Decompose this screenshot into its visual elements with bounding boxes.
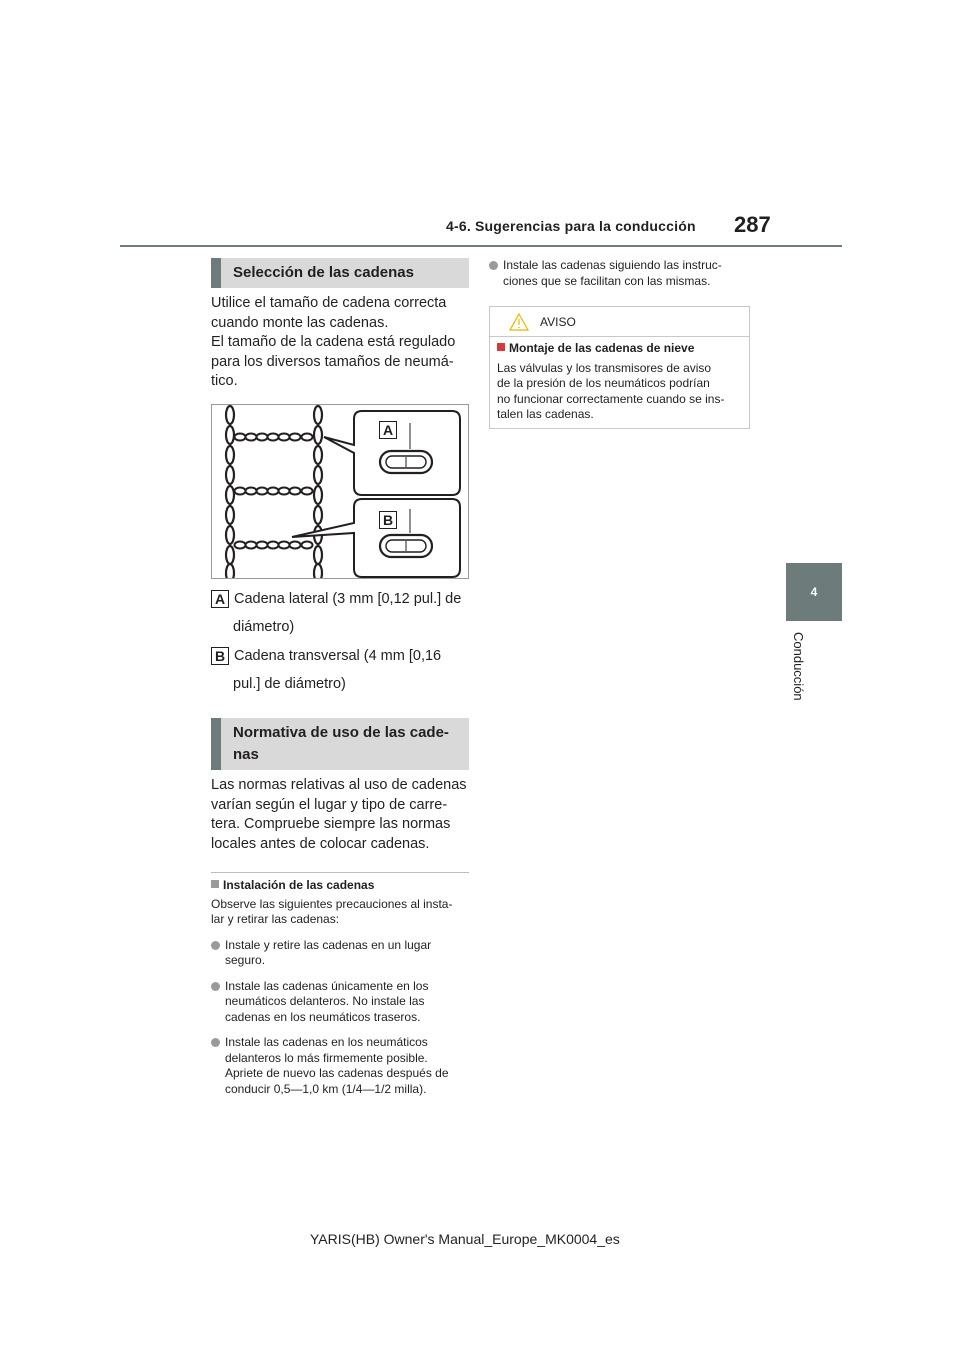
round-bullet-icon bbox=[489, 261, 498, 270]
header-rule bbox=[120, 245, 842, 247]
list-item: Instale las cadenas en los neumáticos delanteros lo más firmemente posible. Apriete de nuevo las cadenas después de conducir 0,5—1,0 km (1/4—1/2 milla). bbox=[211, 1035, 473, 1097]
text-line: Las normas relativas al uso de cadenas bbox=[211, 777, 467, 793]
text-line: locales antes de colocar cadenas. bbox=[211, 835, 430, 852]
warning-subtitle: Montaje de las cadenas de nieve bbox=[497, 341, 743, 357]
square-bullet-icon bbox=[211, 880, 219, 888]
legend-text-cont: pul.] de diámetro) bbox=[233, 675, 346, 692]
text-line: Utilice el tamaño de cadena correcta bbox=[211, 295, 447, 311]
list-item: Instale y retire las cadenas en un lugar seguro. bbox=[211, 938, 473, 969]
text-line: El tamaño de la cadena está regulado bbox=[211, 334, 456, 350]
chain-figure bbox=[211, 404, 469, 579]
figure-label-a: A bbox=[379, 421, 397, 439]
legend-item-a bbox=[211, 590, 473, 610]
text-line: tico. bbox=[211, 373, 238, 389]
list-item: Instale las cadenas siguiendo las instruc- ciones que se facilitan con las mismas. bbox=[489, 258, 754, 289]
legend-text: Cadena lateral (3 mm [0,12 pul.] de bbox=[234, 591, 462, 607]
section-heading bbox=[211, 718, 469, 770]
chain-illustration bbox=[212, 405, 468, 578]
warning-title: AVISO bbox=[540, 314, 576, 329]
legend-text: Cadena transversal (4 mm [0,16 bbox=[234, 648, 442, 664]
round-bullet-icon bbox=[211, 1038, 220, 1047]
text-line: varían según el lugar y tipo de carre- bbox=[211, 796, 448, 813]
install-intro: Observe las siguientes precauciones al insta- lar y retirar las cadenas: bbox=[211, 896, 453, 926]
section-label: 4-6. Sugerencias para la conducción bbox=[446, 218, 696, 234]
warning-box bbox=[489, 306, 750, 429]
right-bullet bbox=[489, 258, 754, 289]
legend-key: A bbox=[211, 590, 229, 608]
figure-label-b: B bbox=[379, 511, 397, 529]
legend-text-cont: diámetro) bbox=[233, 618, 295, 635]
chapter-number: 4 bbox=[810, 585, 818, 599]
round-bullet-icon bbox=[211, 982, 220, 991]
round-bullet-icon bbox=[211, 941, 220, 950]
warning-header bbox=[490, 307, 749, 337]
section-heading-text: Normativa de uso de las cade- bbox=[233, 724, 449, 741]
page-number: 287 bbox=[734, 212, 771, 237]
intro-paragraph bbox=[211, 294, 469, 392]
text-line: para los diversos tamaños de neumá- bbox=[211, 353, 454, 370]
warning-text: Las válvulas y los transmisores de aviso de la presión de los neumáticos podrían no funcionar correctamente cuando se ins- talen las cadenas. bbox=[497, 360, 725, 421]
text-line: cuando monte las cadenas. bbox=[211, 314, 389, 331]
chapter-label-text: Conducción bbox=[791, 632, 806, 701]
list-item: Instale las cadenas únicamente en los neumáticos delanteros. No instale las cadenas en los neumáticos traseros. bbox=[211, 979, 473, 1026]
install-title: Instalación de las cadenas bbox=[211, 878, 473, 894]
legend-item-b bbox=[211, 647, 473, 667]
section-heading bbox=[211, 258, 469, 288]
divider bbox=[211, 872, 469, 873]
warning-body bbox=[490, 337, 749, 423]
figure-legend bbox=[211, 590, 473, 694]
footer-text: YARIS(HB) Owner's Manual_Europe_MK0004_es bbox=[310, 1231, 620, 1247]
text-line: tera. Compruebe siempre las normas bbox=[211, 816, 451, 832]
chapter-label bbox=[792, 632, 806, 712]
section-heading-text: nas bbox=[233, 746, 259, 763]
legend-key: B bbox=[211, 647, 229, 665]
square-bullet-icon bbox=[497, 343, 505, 351]
section-heading-text: Selección de las cadenas bbox=[233, 264, 414, 281]
rules-paragraph bbox=[211, 776, 473, 854]
warning-triangle-icon bbox=[508, 312, 530, 332]
install-section bbox=[211, 878, 473, 1097]
chapter-tab[interactable] bbox=[786, 563, 842, 621]
